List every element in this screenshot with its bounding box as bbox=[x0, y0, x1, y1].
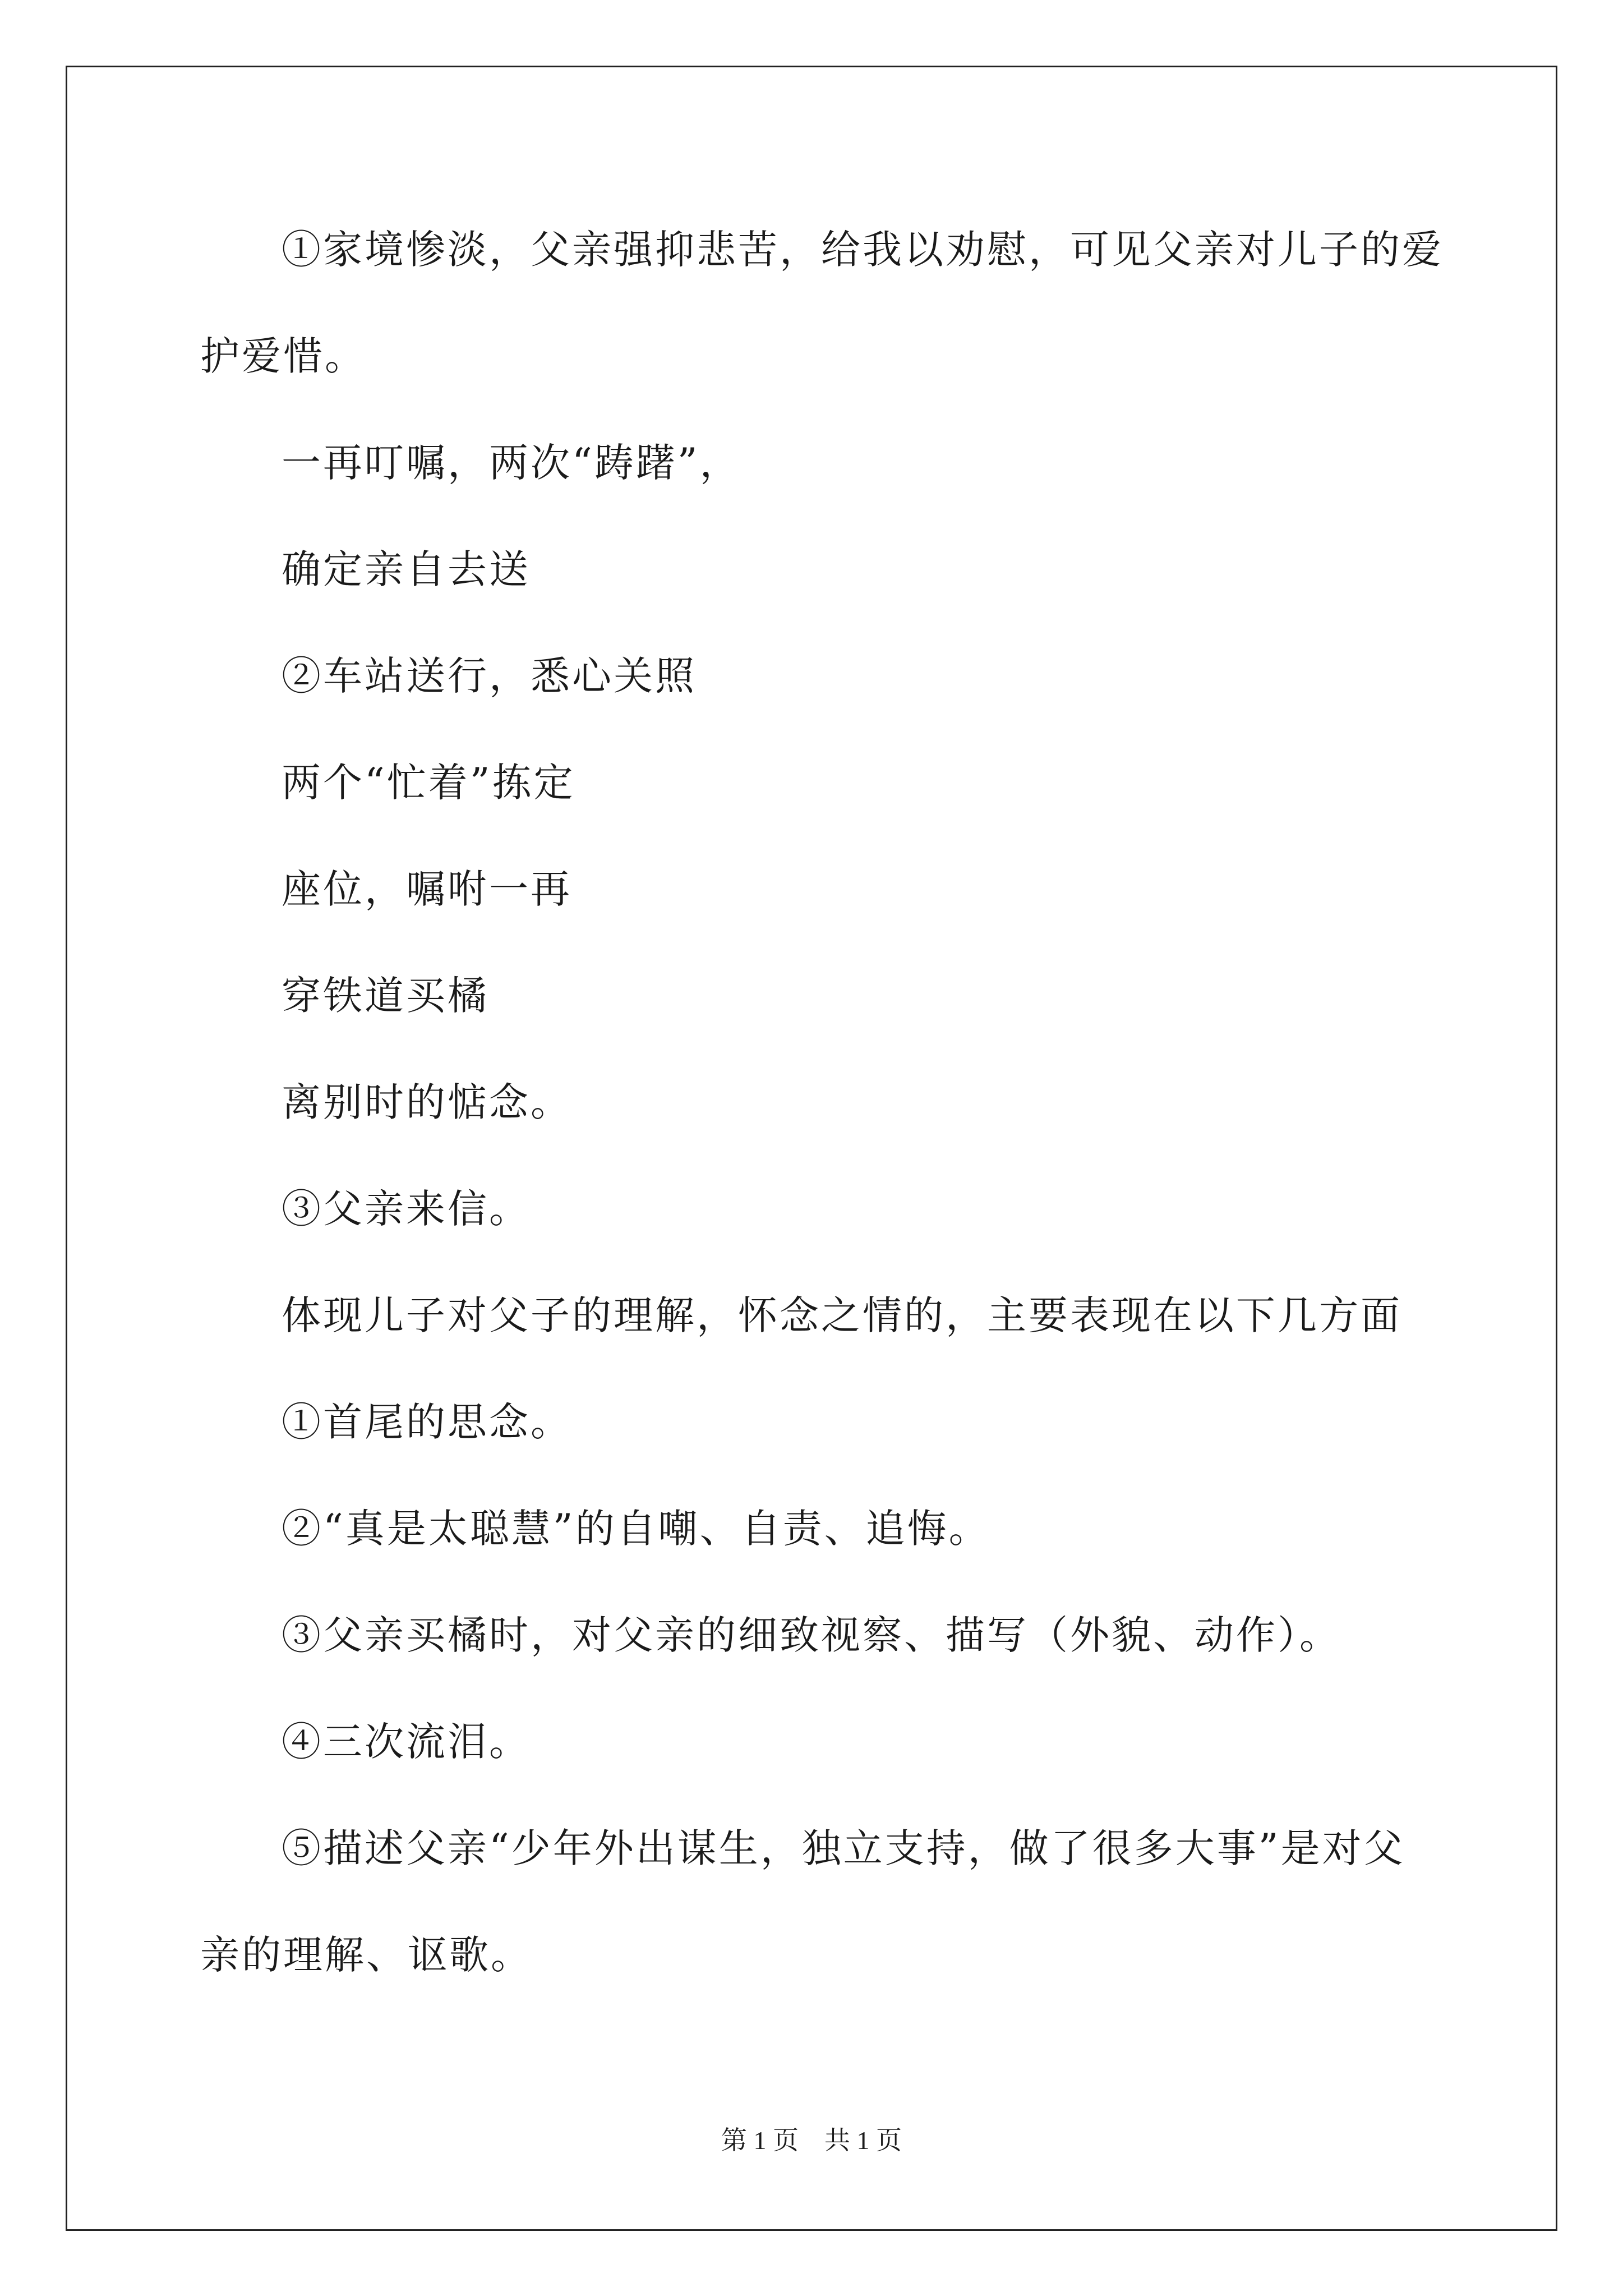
page-footer bbox=[0, 2127, 1623, 2155]
paragraph: 离别时的惦念。 bbox=[282, 1079, 572, 1125]
paragraph: 座位，嘱咐一再 bbox=[282, 866, 572, 912]
paragraph: ①家境惨淡，父亲强抑悲苦，给我以劝慰，可见父亲对儿子的爱 bbox=[282, 227, 1444, 273]
paragraph: ②“真是太聪慧”的自嘲、自责、追悔。 bbox=[282, 1506, 990, 1552]
paragraph: 亲的理解、讴歌。 bbox=[200, 1932, 532, 1978]
paragraph: 护爱惜。 bbox=[200, 333, 366, 379]
paragraph: ①首尾的思念。 bbox=[282, 1399, 572, 1445]
paragraph: ③父亲买橘时，对父亲的细致视察、描写（外貌、动作）。 bbox=[282, 1612, 1341, 1658]
paragraph: ③父亲来信。 bbox=[282, 1186, 531, 1232]
paragraph: 两个“忙着”拣定 bbox=[282, 760, 575, 806]
paragraph: 一再叮嘱，两次“踌躇”， bbox=[282, 440, 741, 486]
paragraph: ⑤描述父亲“少年外出谋生，独立支持，做了很多大事”是对父 bbox=[282, 1825, 1405, 1871]
paragraph: 体现儿子对父子的理解，怀念之情的，主要表现在以下几方面 bbox=[282, 1292, 1402, 1338]
page-number: 第 1 页 共 1 页 bbox=[721, 2126, 902, 2155]
paragraph: 确定亲自去送 bbox=[282, 546, 531, 592]
paragraph: 穿铁道买橘 bbox=[282, 973, 489, 1019]
paragraph: ②车站送行，悉心关照 bbox=[282, 653, 697, 699]
page-border bbox=[66, 66, 1557, 2231]
paragraph: ④三次流泪。 bbox=[282, 1719, 531, 1765]
